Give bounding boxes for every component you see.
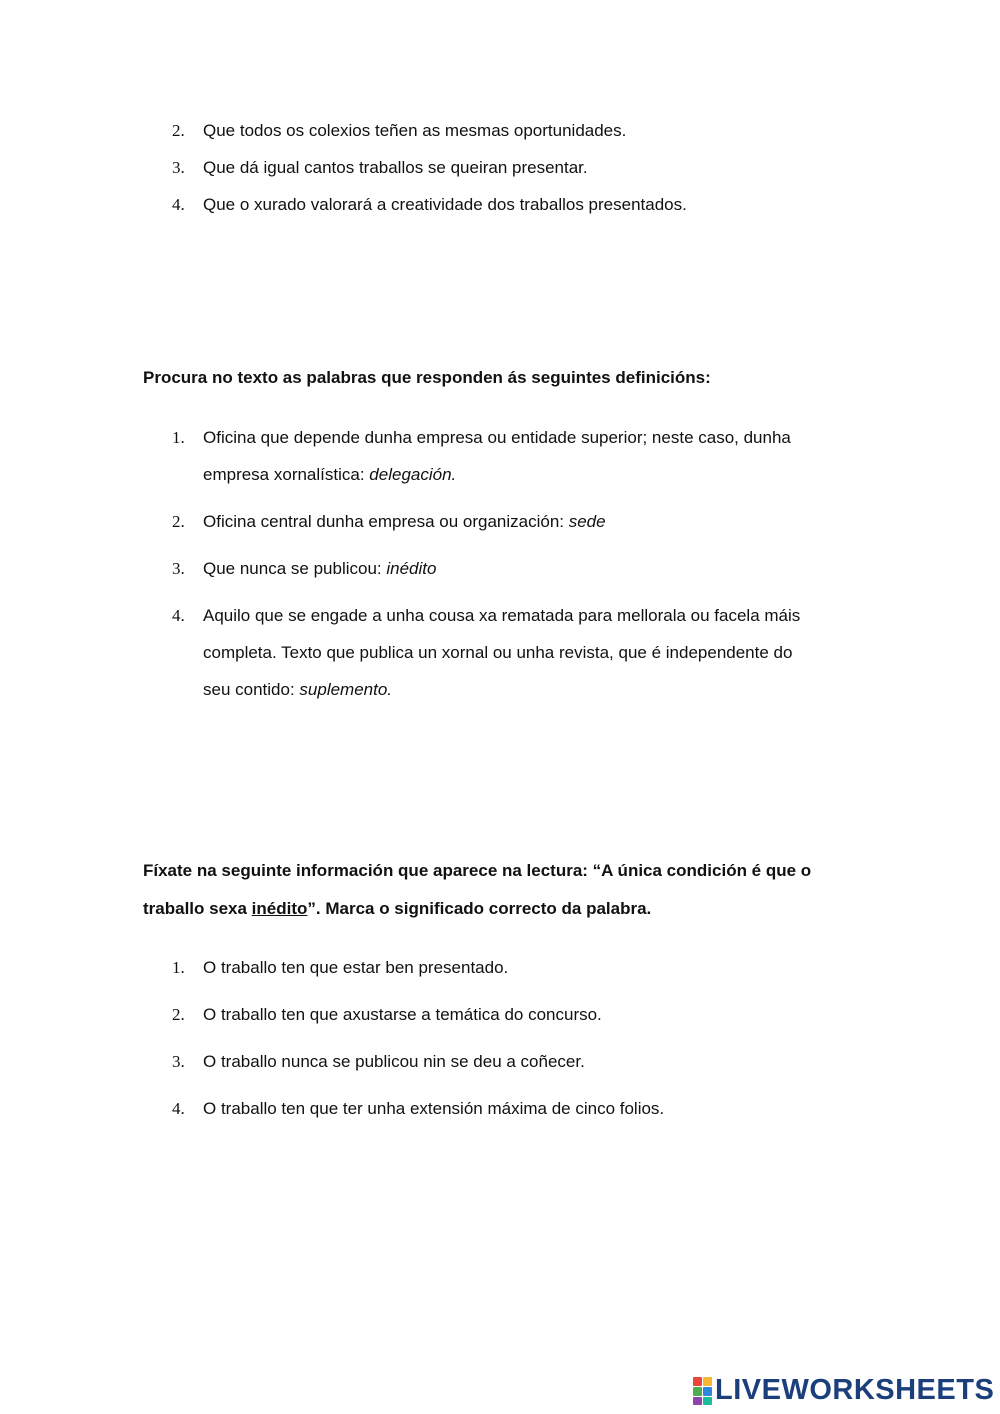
logo-mark-icon [693, 1377, 711, 1403]
option-number: 1. [172, 958, 185, 977]
list-text: Oficina que depende dunha empresa ou entidade superior; neste caso, dunha [203, 428, 791, 447]
list-number: 1. [172, 428, 185, 447]
list-number: 2. [172, 512, 185, 531]
option-text: O traballo ten que axustarse a temática do concurso. [203, 1005, 602, 1024]
option-number: 4. [172, 1099, 185, 1118]
section-heading-definitions: Procura no texto as palabras que responden ás seguintes definicións: [143, 368, 711, 387]
option-text: O traballo nunca se publicou nin se deu a coñecer. [203, 1052, 585, 1071]
option-number: 2. [172, 1005, 185, 1024]
liveworksheets-logo [693, 1374, 994, 1406]
logo-block [703, 1387, 712, 1396]
logo-block [693, 1397, 702, 1405]
answer-word: sede [568, 512, 606, 531]
list-text: Que todos os colexios teñen as mesmas oportunidades. [203, 121, 627, 140]
logo-block [703, 1377, 712, 1386]
list-text: Aquilo que se engade a unha cousa xa rematada para mellorala ou facela máis [203, 606, 801, 625]
answer-word: inédito [386, 559, 437, 578]
option-number: 3. [172, 1052, 185, 1071]
logo-block [703, 1397, 712, 1405]
list-text: seu contido: [203, 680, 300, 699]
logo-block [693, 1377, 702, 1386]
list-text: completa. Texto que publica un xornal ou unha revista, que é independente do [203, 643, 793, 662]
logo-block [693, 1387, 702, 1396]
option-text: O traballo ten que ter unha extensión máxima de cinco folios. [203, 1099, 665, 1118]
list-text: Que o xurado valorará a creatividade dos traballos presentados. [203, 195, 687, 214]
list-number: 4. [172, 606, 185, 625]
list-text: Que nunca se publicou: [203, 559, 387, 578]
logo-text: LIVEWORKSHEETS [715, 1373, 995, 1406]
list-number: 4. [172, 195, 185, 214]
list-text: Que dá igual cantos traballos se queiran presentar. [203, 158, 588, 177]
heading-text: traballo sexa [143, 899, 252, 918]
answer-word: suplemento. [299, 680, 393, 699]
answer-word: delegación. [369, 465, 457, 484]
list-text-line [203, 550, 863, 587]
section-heading-question-line2 [143, 890, 863, 928]
list-text: Oficina central dunha empresa ou organización: [203, 512, 569, 531]
list-text-line [203, 671, 863, 708]
list-number: 3. [172, 559, 185, 578]
option-text: O traballo ten que estar ben presentado. [203, 958, 509, 977]
list-number: 2. [172, 121, 185, 140]
list-text-line [203, 456, 863, 493]
underlined-word: inédito [251, 899, 308, 918]
list-text-line [203, 503, 863, 540]
list-text: empresa xornalística: [203, 465, 370, 484]
section-heading-question: Fíxate na seguinte información que aparece na lectura: “A única condición é que o [143, 861, 812, 880]
heading-text: ”. Marca o significado correcto da palabra. [307, 899, 652, 918]
list-number: 3. [172, 158, 185, 177]
